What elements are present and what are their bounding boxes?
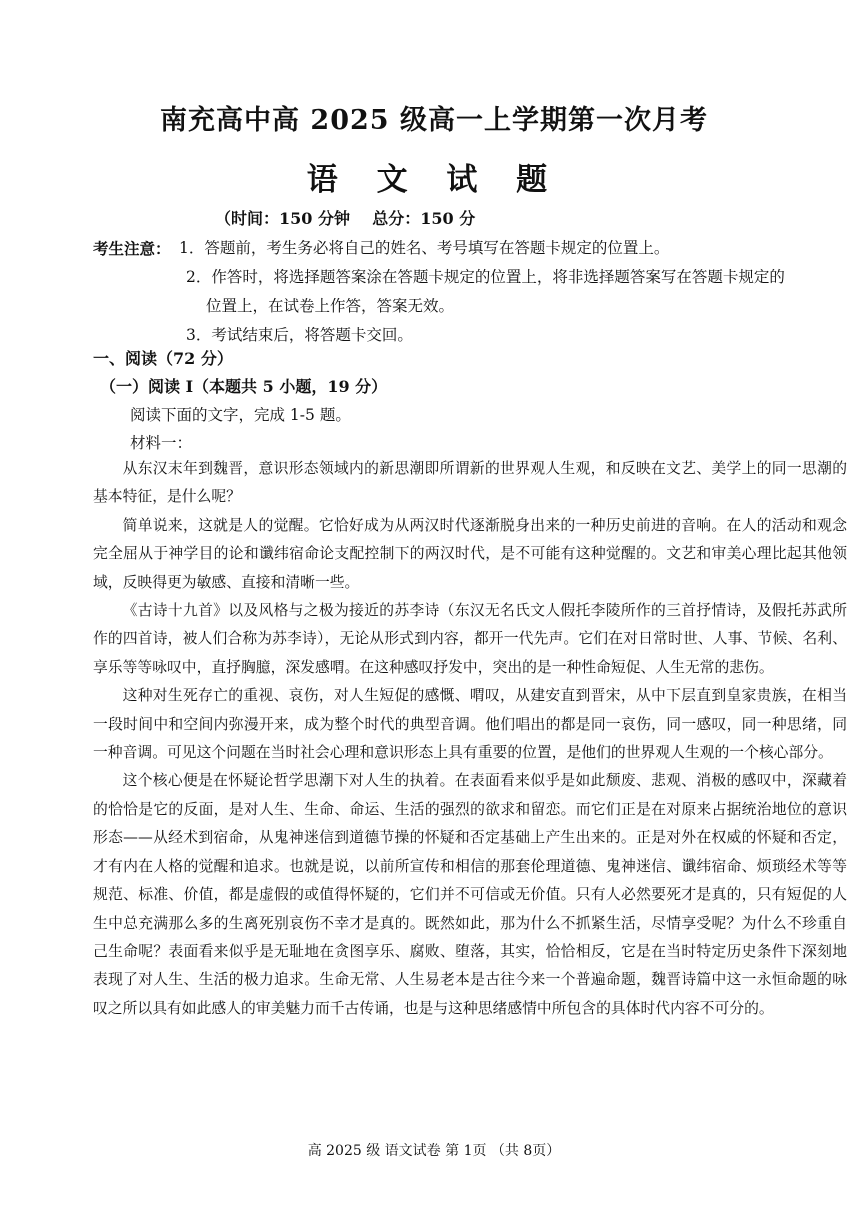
passage-paragraph: 这个核心便是在怀疑论哲学思潮下对人生的执着。在表面看来似乎是如此颓废、悲观、消极的感叹中，深藏着的恰恰是它的反面，是对人生、生命、命运、生活的强烈的欲求和留恋。而它们正是在对原来占据统治地位的意识形态——从经术到宿命，从鬼神迷信到道德节操的怀疑和否定基础上产生出来的。正是对外在权威的怀疑和否定，才有内在人格的觉醒和追求。也就是说，以前所宣传和相信的那套伦理道德、鬼神迷信、谶纬宿命、烦琐经术等等规范、标准、价值，都是虚假的或值得怀疑的，它们并不可信或无价值。只有人必然要死才是真的，只有短促的人生中总充满那么多的生离死别哀伤不幸才是真的。既然如此，那为什么不抓紧生活，尽情享受呢？为什么不珍重自己生命呢？表面看来似乎是无耻地在贪图享乐、腐败、堕落，其实，恰恰相反，它是在当时特定历史条件下深刻地表现了对人生、生活的极力追求。生命无常、人生易老本是古往今来一个普遍命题，魏晋诗篇中这一永恒命题的咏叹之所以具有如此感人的审美魅力而千古传诵，也是与这种思绪感情中所包含的具体时代内容不可分的。 bbox=[93, 772, 847, 1017]
notice-block bbox=[93, 234, 853, 350]
exam-title: 南充高中高 2025 级高一上学期第一次月考 bbox=[160, 105, 708, 136]
page-footer: 高 2025 级 语文试卷 第 1页 （共 8页） bbox=[307, 1143, 561, 1159]
reading-instruction: 阅读下面的文字，完成 1-5 题。 bbox=[130, 406, 351, 424]
passage-paragraph: 从东汉末年到魏晋，意识形态领域内的新思潮即所谓新的世界观人生观，和反映在文艺、美学上的同一思潮的基本特征，是什么呢？ bbox=[93, 460, 847, 506]
reading-passage bbox=[93, 455, 847, 1023]
notice-item: 1．答题前，考生务必将自己的姓名、考号填写在答题卡规定的位置上。 bbox=[179, 239, 670, 257]
notice-label: 考生注意： bbox=[93, 239, 171, 258]
section-heading: 一、阅读（72 分） bbox=[93, 349, 233, 368]
notice-item: 3．考试结束后，将答题卡交回。 bbox=[186, 326, 413, 344]
passage-paragraph: 这种对生死存亡的重视、哀伤，对人生短促的感慨、喟叹，从建安直到晋宋，从中下层直到皇家贵族，在相当一段时间中和空间内弥漫开来，成为整个时代的典型音调。他们唱出的都是同一哀伤，同一感叹，同一种思绪，同一种音调。可见这个问题在当时社会心理和意识形态上具有重要的位置，是他们的世界观人生观的一个核心部分。 bbox=[93, 687, 847, 762]
exam-meta: （时间：150 分钟 总分：150 分 bbox=[215, 209, 476, 228]
notice-item: 位置上，在试卷上作答，答案无效。 bbox=[206, 297, 455, 315]
material-label: 材料一： bbox=[130, 434, 193, 452]
subsection-heading: （一）阅读 I（本题共 5 小题，19 分） bbox=[100, 377, 388, 396]
passage-paragraph: 《古诗十九首》以及风格与之极为接近的苏李诗（东汉无名氏文人假托李陵所作的三首抒情诗，及假托苏武所作的四首诗，被人们合称为苏李诗），无论从形式到内容，都开一代先声。它们在对日常时世、人事、节候、名利、享乐等等咏叹中，直抒胸臆，深发感喟。在这种感叹抒发中，突出的是一种性命短促、人生无常的悲伤。 bbox=[93, 602, 847, 676]
passage-paragraph: 简单说来，这就是人的觉醒。它恰好成为从两汉时代逐渐脱身出来的一种历史前进的音响。在人的活动和观念完全屈从于神学目的论和谶纬宿命论支配控制下的两汉时代，是不可能有这种觉醒的。文艺和审美心理比起其他领域，反映得更为敏感、直接和清晰一些。 bbox=[93, 516, 847, 591]
exam-subtitle: 语 文 试 题 bbox=[306, 162, 562, 198]
notice-item: 2．作答时，将选择题答案涂在答题卡规定的位置上，将非选择题答案写在答题卡规定的 bbox=[186, 268, 785, 286]
